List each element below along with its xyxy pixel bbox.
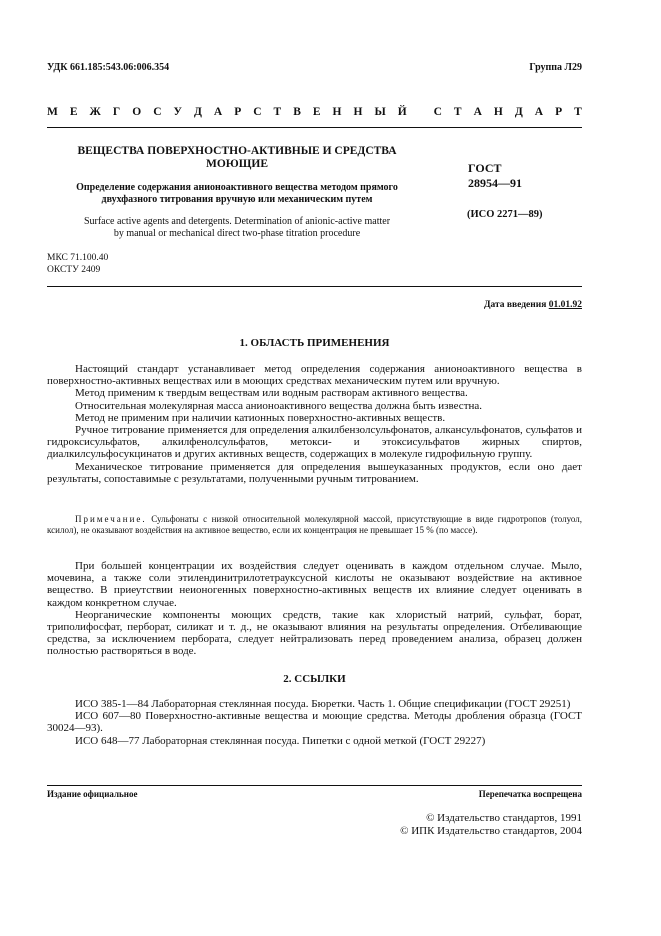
title-main: ВЕЩЕСТВА ПОВЕРХНОСТНО-АКТИВНЫЕ И СРЕДСТВА МОЮЩИЕ (77, 145, 397, 170)
gost-label: ГОСТ (468, 161, 502, 175)
paragraph: Метод применим к твердым веществам или водным растворам активного вещества. (75, 387, 468, 400)
reprint-notice: Перепечатка воспрещена (478, 789, 582, 799)
title-english: Surface active agents and detergents. Determination of anionic-active matter by manual or mechanical direct two-phase titration procedure (83, 216, 391, 239)
banner-letter: Т (574, 106, 582, 118)
copyright-line: © Издательство стандартов, 1991 (426, 812, 582, 824)
banner-letter: Д (514, 106, 523, 118)
header-divider (47, 286, 582, 287)
paragraph: Относительная молекулярная масса анионоактивного вещества должна быть известна. (75, 399, 483, 412)
copyright (400, 812, 582, 837)
banner-letter: Р (555, 106, 563, 118)
banner-letter: Н (332, 106, 342, 118)
banner-letter: А (213, 106, 223, 118)
banner-letter: Т (273, 106, 282, 118)
reference-item: ИСО 385-1—84 Лабораторная стеклянная посуда. Бюретки. Часть 1. Общие спецификации (ГОСТ 29251) (75, 698, 571, 710)
banner-letter: Г (112, 106, 121, 118)
gost-designation (468, 161, 522, 191)
group-code: Группа Л29 (529, 62, 582, 73)
paragraph: Настоящий стандарт устанавливает метод определения содержания анионоактивного вещества в поверхностно-активных веществах или в моющих средствах механическим путем или вручную. (47, 363, 582, 388)
intro-date-value: 01.01.92 (548, 300, 582, 310)
banner-letter: Е (312, 106, 321, 118)
banner-letter: Ы (374, 106, 386, 118)
banner-letter: О (132, 106, 142, 118)
gost-number: 28954—91 (468, 176, 522, 190)
banner-letter: В (293, 106, 301, 118)
paragraph: Ручное титрование применяется для определения алкилбензолсульфонатов, алкансульфонатов, сульфатов и гидроксисульфатов, алкилфенолсульфатов, метокси- и этоксисульфатов жирных спиртов, диалкилсульфосукцинатов и других активных веществ, содержащих в молекуле гидрофильную группу. (47, 424, 582, 461)
paragraph: Механическое титрование применяется для определения вышеуказанных продуктов, если оно дает результаты, сопоставимые с результатами, полученными ручным титрованием. (47, 460, 582, 485)
section-2-body (47, 698, 582, 747)
reference-item: ИСО 607—80 Поверхностно-активные вещества и моющие средства. Методы дробления образца (ГОСТ 30024—93). (47, 710, 582, 735)
reference-item: ИСО 648—77 Лабораторная стеклянная посуда. Пипетки с одной меткой (ГОСТ 29227) (75, 734, 486, 747)
banner-letter: С (433, 106, 442, 118)
footer-divider (47, 785, 582, 786)
banner-letter: Й (397, 106, 407, 118)
intro-date: Дата введения 01.01.92 (483, 300, 582, 310)
udk-code: УДК 661.185:543.06:006.354 (47, 62, 170, 73)
standard-title-block (47, 145, 427, 240)
banner-letter: С (153, 106, 162, 118)
banner-letter: У (173, 106, 182, 118)
banner-letter: С (253, 106, 262, 118)
banner-letter: Т (453, 106, 462, 118)
banner-letter: Ж (89, 106, 101, 118)
section-2-title: 2. ССЫЛКИ (283, 673, 346, 685)
section-1-body-cont (47, 560, 582, 658)
paragraph: Неорганические компоненты моющих средств, такие как хлористый натрий, сульфат, борат, триполифосфат, перборат, силикат и т. д., не оказывают влияния на результаты определения. Отбеливающие средства, за исключением пербората, следует нейтрализовать перед проведением анализа, образец должен полностью растворяться в воде. (47, 608, 582, 658)
okstu-code: ОКСТУ 2409 (47, 264, 101, 275)
banner-letter: Н (353, 106, 363, 118)
banner-gap (419, 106, 422, 118)
paragraph: Метод не применим при наличии катионных поверхностно-активных веществ. (75, 411, 446, 424)
official-edition: Издание официальное (47, 789, 138, 799)
note-label: Примечание. (75, 514, 147, 524)
banner-letter: М (47, 106, 58, 118)
banner-letter: Д (193, 106, 202, 118)
paragraph: При большей концентрации их воздействия следует оценивать в каждом отдельном случае. Мыло, мочевина, а также соли этилендинитрилотетрауксусной кислоты не оказывают воздействие на активное вещество. В приеутствии неионогенных поверхностно-активных веществ их влияние следует оценивать в каждом конкретном случае. (47, 560, 582, 609)
mks-code: МКС 71.100.40 (47, 253, 109, 263)
iso-equivalent: (ИСО 2271—89) (467, 209, 543, 220)
note (47, 514, 582, 535)
classifiers (47, 253, 108, 276)
section-1-body (47, 363, 582, 485)
banner-divider (47, 127, 582, 128)
copyright-line: © ИПК Издательство стандартов, 2004 (400, 824, 582, 837)
section-1-title: 1. ОБЛАСТЬ ПРИМЕНЕНИЯ (239, 337, 390, 349)
interstate-standard-banner (47, 106, 582, 118)
banner-letter: Е (69, 106, 78, 118)
note-text: Сульфонаты с низкой относительной молекулярной массой, присутствующие в виде гидротропов (толуол, ксилол), не оказывают воздействия на активное вещество, если их концентрация не превышает 15 % (по массе). (47, 514, 582, 535)
banner-letter: А (473, 106, 482, 118)
banner-letter: Р (234, 106, 242, 118)
banner-letter: А (534, 106, 544, 118)
title-subtitle: Определение содержания анионоактивного вещества методом прямого двухфазного титрования вручную или механическим путем (76, 182, 398, 205)
banner-letter: Н (493, 106, 503, 118)
